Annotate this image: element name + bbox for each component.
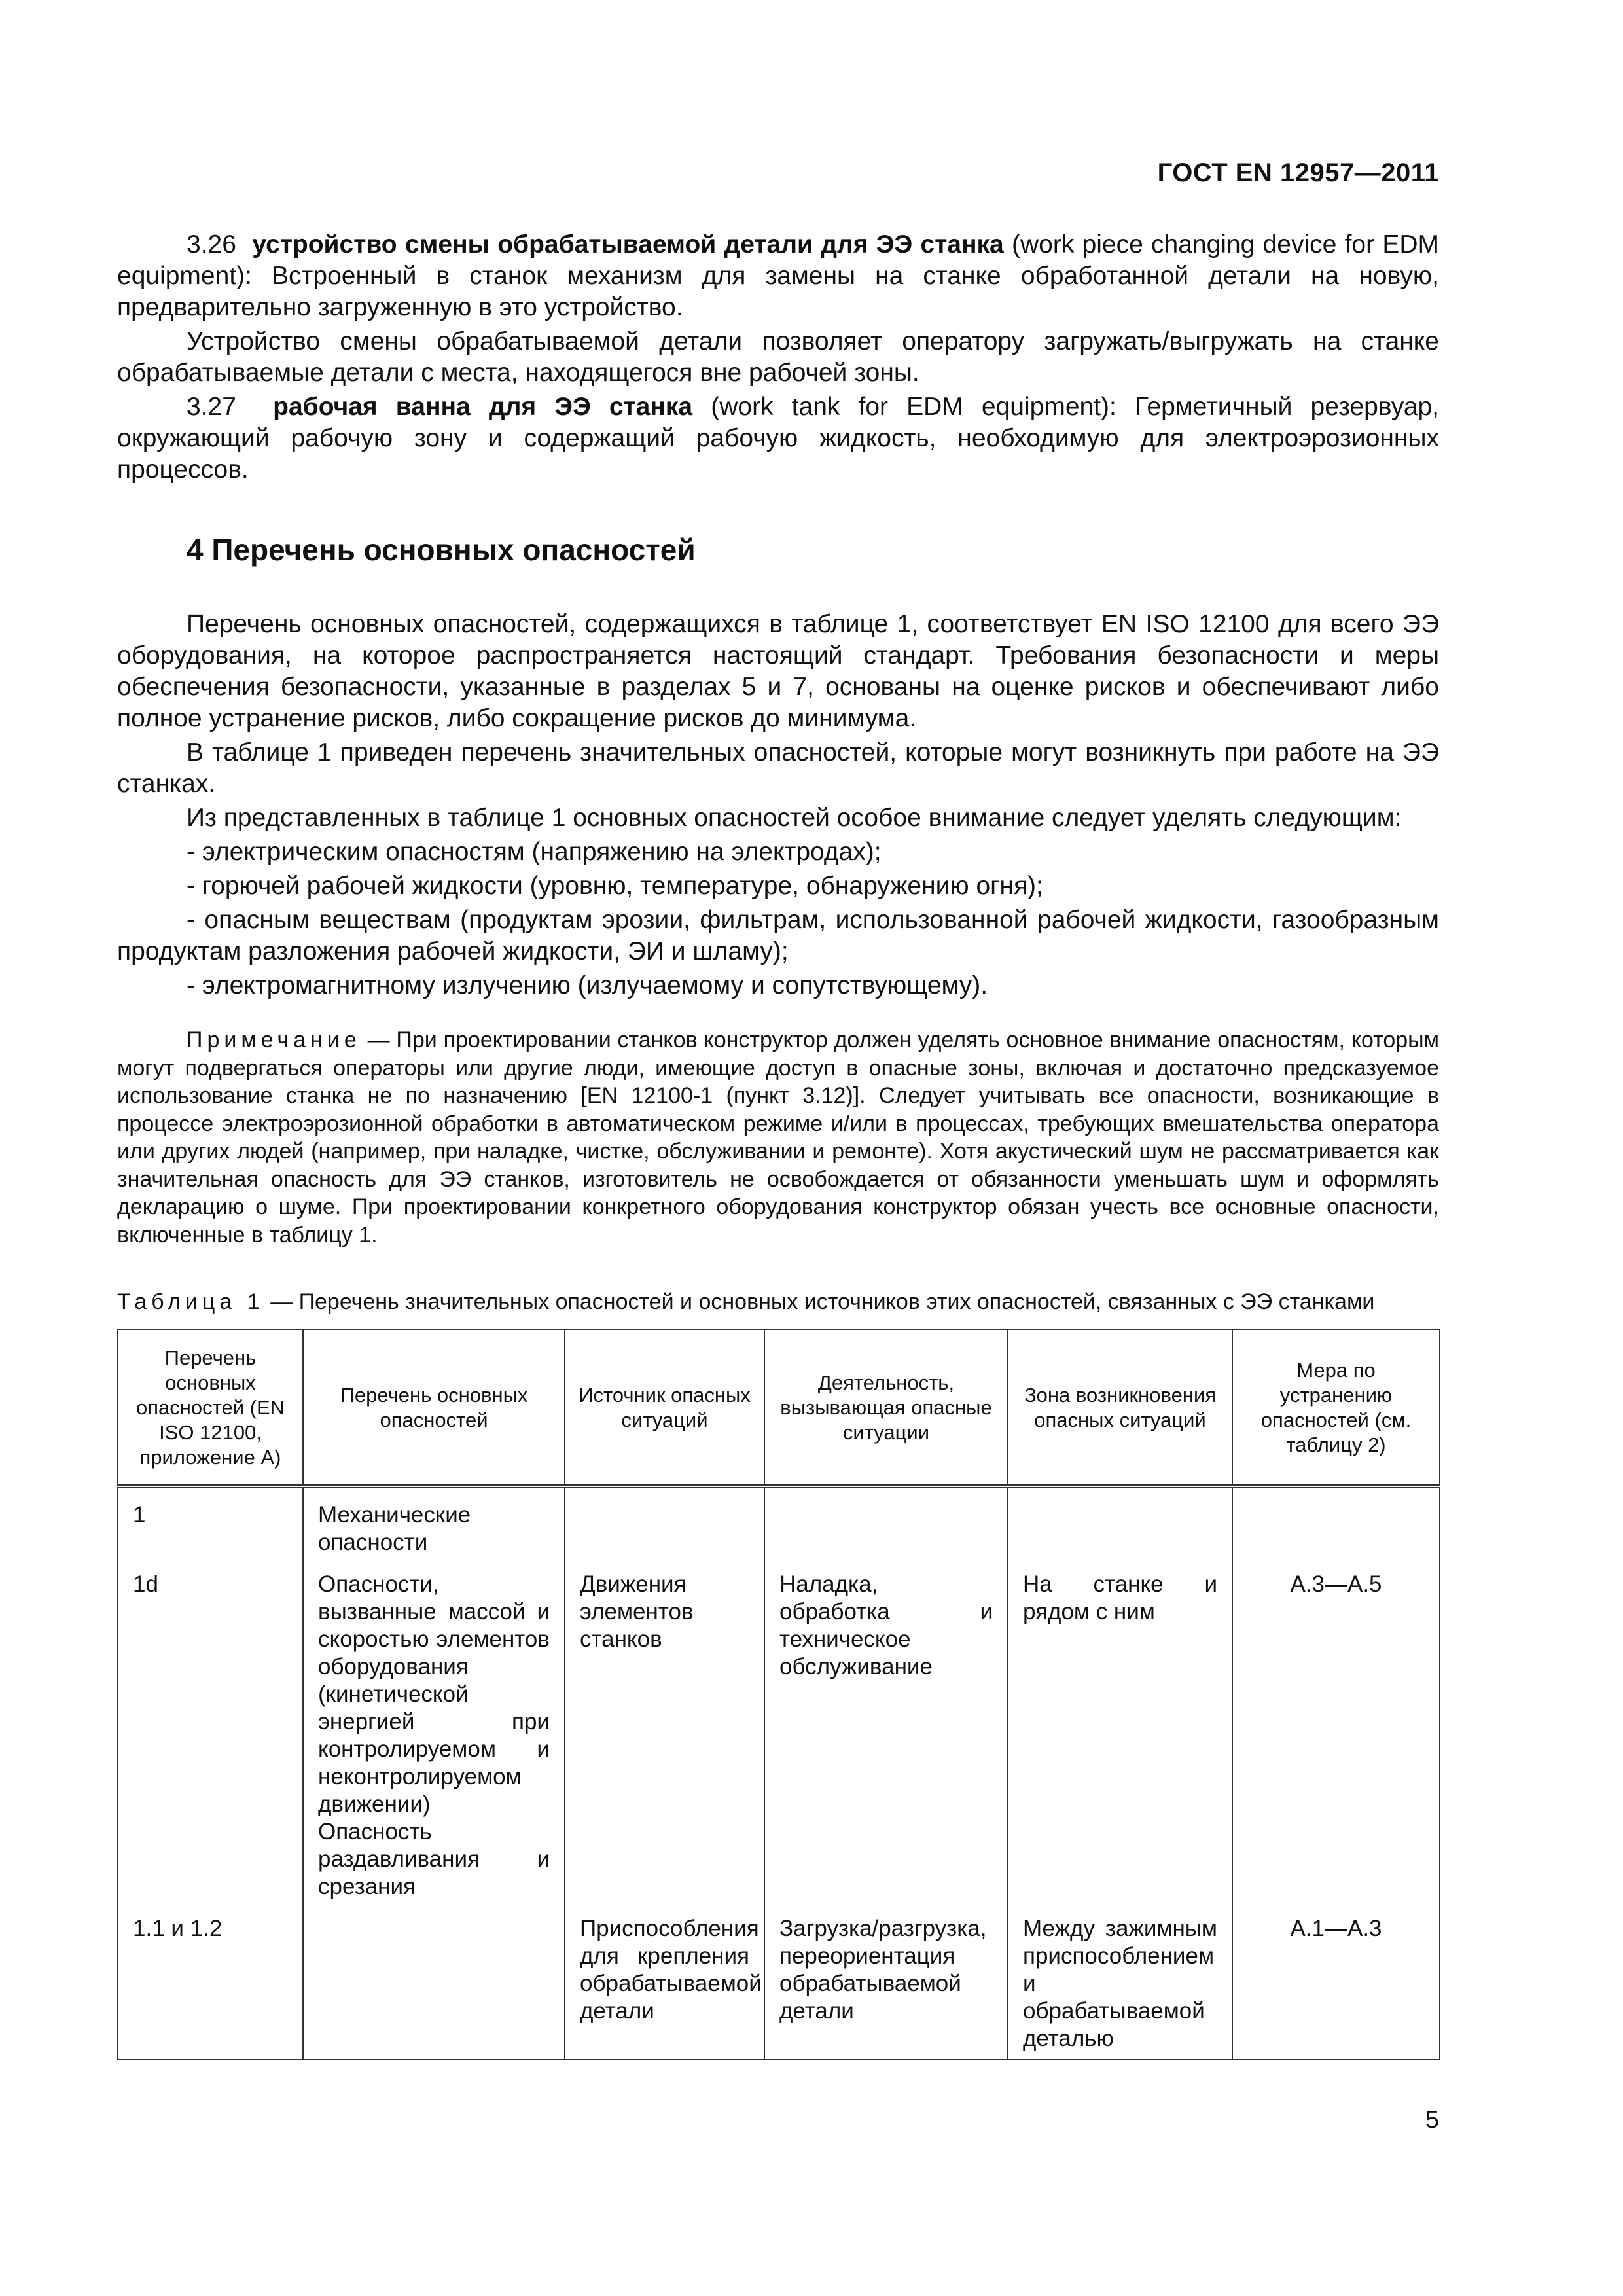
table-cell — [303, 1901, 565, 2060]
definition-3-27 — [117, 391, 1439, 486]
column-header: Мера по устранению опасностей (см. таблицу 2) — [1232, 1329, 1440, 1486]
table-cell: Механические опасности — [303, 1486, 565, 1556]
list-item: - электромагнитному излучению (излучаемому и сопутствующему). — [187, 971, 988, 999]
table-cell — [764, 1486, 1008, 1556]
table-cell: 1 — [118, 1486, 303, 1556]
table-cell: Загрузка/разгрузка, переориентация обрабатываемой детали — [764, 1901, 1008, 2060]
table-cell: Между зажимным приспособлением и обрабатываемой деталью — [1008, 1901, 1232, 2060]
table-row — [118, 1556, 1440, 1901]
section-paragraph-1: Перечень основных опасностей, содержащихся в таблице 1, соответствует EN ISO 12100 для всего ЭЭ оборудования, на которое распространяется настоящий стандарт. Требования безопасности и меры обеспечения безопасности, указанные в разделах 5 и 7, основаны на оценке рисков и обеспечивают либо полное устранение рисков, либо сокращение рисков до минимума. — [117, 610, 1439, 732]
list-item: - опасным веществам (продуктам эрозии, фильтрам, использованной рабочей жидкости, газообразным продуктам разложения рабочей жидкости, ЭИ и шламу); — [117, 906, 1439, 965]
table-cell: 1d — [118, 1556, 303, 1901]
def-term: устройство смены обрабатываемой детали для ЭЭ станка — [252, 230, 1004, 259]
table-cell — [303, 1556, 565, 1901]
page-content — [117, 229, 1439, 2060]
table-cell — [1008, 1486, 1232, 1556]
table-row — [118, 1901, 1440, 2060]
note — [117, 1026, 1439, 1249]
definition-3-26 — [117, 229, 1439, 323]
standard-id: ГОСТ EN 12957—2011 — [1157, 158, 1439, 187]
table-cell: На станке и рядом с ним — [1008, 1556, 1232, 1901]
column-header: Зона возникновения опасных ситуаций — [1008, 1329, 1232, 1486]
definition-3-26-note: Устройство смены обрабатываемой детали позволяет оператору загружать/выгружать на станке обрабатываемые детали с места, находящегося вне рабочей зоны. — [117, 327, 1439, 387]
table-cell: Приспособления для крепления обрабатываемой детали — [565, 1901, 764, 2060]
def-term: рабочая ванна для ЭЭ станка — [273, 393, 693, 421]
table-cell: 1.1 и 1.2 — [118, 1901, 303, 2060]
page-number: 5 — [1425, 2106, 1439, 2134]
section-paragraph-2: В таблице 1 приведен перечень значительных опасностей, которые могут возникнуть при работе на ЭЭ станках. — [117, 738, 1439, 798]
table-caption — [117, 1288, 1439, 1316]
def-text: (work tank for EDM equipment): Герметичный резервуар, окружающий рабочую зону и содержащий рабочую жидкость, необходимую для электроэрозионных процессов. — [117, 393, 1439, 484]
section-paragraph-3: Из представленных в таблице 1 основных опасностей особое внимание следует уделять следующим: — [187, 804, 1402, 832]
column-header: Перечень основных опасностей (EN ISO 12100, приложение А) — [118, 1329, 303, 1486]
column-header: Перечень основных опасностей — [303, 1329, 565, 1486]
table-caption-label: Таблица 1 — [117, 1289, 264, 1314]
cell-text: Опасности, вызванные массой и скоростью элементов оборудования (кинетической энергией при контролируемом и неконтролируемом движении) — [318, 1571, 550, 1817]
note-text: — При проектировании станков конструктор должен уделять основное внимание опасностям, которым могут подвергаться операторы или другие люди, имеющие доступ в опасные зоны, включая и достаточно предсказуемое использование станка не по назначению [EN 12100-1 (пункт 3.12)]. Следует учитывать все опасности, возникающие в процессе электроэрозионной обработки в автоматическом режиме и/или в процессах, требующих вмешательства оператора или других людей (например, при наладке, чистке, обслуживании и ремонте). Хотя акустический шум не рассматривается как значительная опасность для ЭЭ станков, изготовитель не освобождается от обязанности уменьшать шум и оформлять декларацию о шуме. При проектировании конкретного оборудования конструктор обязан учесть все основные опасности, включенные в таблицу 1. — [117, 1028, 1439, 1247]
list-item: - горючей рабочей жидкости (уровню, температуре, обнаружению огня); — [187, 872, 1043, 900]
table-cell: А.3—А.5 — [1232, 1556, 1440, 1901]
table-cell — [1232, 1486, 1440, 1556]
list-item: - электрическим опасностям (напряжению на электродах); — [187, 838, 882, 866]
table-header-row — [118, 1329, 1440, 1486]
section-heading: 4 Перечень основных опасностей — [187, 533, 696, 567]
table-cell: Движения элементов станков — [565, 1556, 764, 1901]
table-cell: Наладка, обработка и техническое обслуживание — [764, 1556, 1008, 1901]
note-label: Примечание — [187, 1028, 361, 1052]
column-header: Источник опасных ситуаций — [565, 1329, 764, 1486]
hazards-table — [117, 1329, 1440, 2060]
table-cell — [565, 1486, 764, 1556]
def-text: (work piece changing device for EDM equipment): Встроенный в станок механизм для замены на станке обработанной детали на новую, предварительно загруженную в это устройство. — [117, 230, 1440, 321]
cell-text: Опасность раздавливания и срезания — [318, 1819, 550, 1899]
table-row — [118, 1486, 1440, 1556]
column-header: Деятельность, вызывающая опасные ситуации — [764, 1329, 1008, 1486]
table-caption-text: — Перечень значительных опасностей и основных источников этих опасностей, связанных с ЭЭ станками — [264, 1289, 1375, 1314]
table-cell: А.1—А.3 — [1232, 1901, 1440, 2060]
def-number: 3.26 — [187, 230, 236, 259]
def-number: 3.27 — [187, 393, 236, 421]
